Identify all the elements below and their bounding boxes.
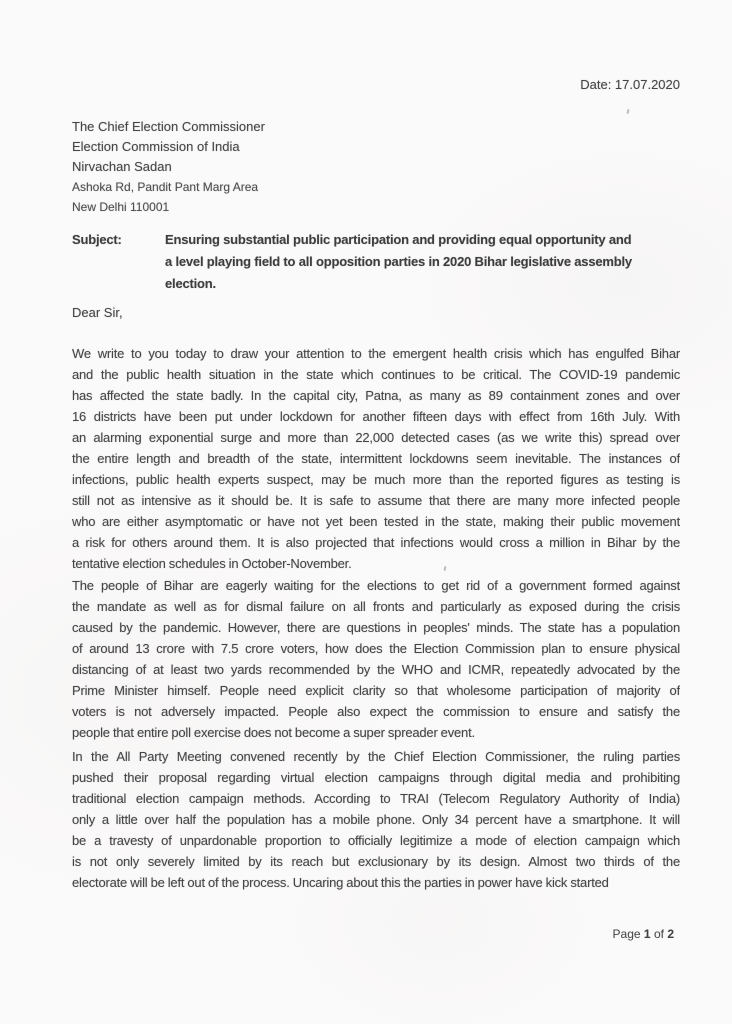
text-line: Ashoka Rd, Pandit Pant Marg Area — [72, 180, 259, 194]
text-line: infections, public health experts suspect, may be much more than the reported figures as testing is — [72, 472, 680, 487]
text-line: a level playing field to all opposition parties in 2020 Bihar legislative assembly — [165, 254, 632, 269]
text-line: distancing of at least two yards recommended by the WHO and ICMR, repeatedly advocated by the — [72, 662, 680, 677]
text-line: the entire length and breadth of the state, intermittent lockdowns seem inevitable. The instances of — [72, 451, 680, 466]
body-paragraph-1 — [72, 343, 680, 574]
subject-text — [165, 229, 680, 295]
recipient-address-block — [72, 117, 265, 217]
text-line: and the public health situation in the state which continues to be critical. The COVID-19 pandemic — [72, 367, 680, 382]
text-line: the mandate as well as for dismal failure on all fronts and particularly as exposed during the crisis — [72, 599, 680, 614]
footer-total-pages: 2 — [667, 927, 674, 941]
text-line: voters is not adversely impacted. People also expect the commission to ensure and satisfy the — [72, 704, 680, 719]
text-line: a risk for others around them. It is also projected that infections would cross a million in Bihar by the — [72, 535, 680, 550]
salutation: Dear Sir, — [72, 305, 123, 320]
text-line: traditional election campaign methods. According to TRAI (Telecom Regulatory Authority of India) — [72, 791, 680, 806]
page-number-footer — [613, 926, 674, 942]
body-paragraph-2 — [72, 575, 680, 743]
text-line: tentative election schedules in October-November. — [72, 556, 352, 571]
text-line: election. — [165, 276, 216, 291]
footer-page-label: Page — [612, 927, 641, 941]
text-line: The people of Bihar are eagerly waiting for the elections to get rid of a government formed against — [72, 578, 680, 593]
text-line: still not as intensive as it should be. It is safe to assume that there are many more infected people — [72, 493, 680, 508]
text-line: an alarming exponential surge and more than 22,000 detected cases (as we write this) spread over — [72, 430, 680, 445]
letter-date: Date: 17.07.2020 — [580, 77, 680, 92]
text-line: In the All Party Meeting convened recently by the Chief Election Commissioner, the ruling parties — [72, 749, 680, 764]
text-line: only a little over half the population has a mobile phone. Only 34 percent have a smartphone. It will — [72, 812, 680, 827]
text-line: pushed their proposal regarding virtual election campaigns through digital media and prohibiting — [72, 770, 680, 785]
footer-of-label: of — [653, 927, 664, 941]
text-line: 16 districts have been put under lockdown for another fifteen days with effect from 16th July. With — [72, 409, 680, 424]
text-line: We write to you today to draw your attention to the emergent health crisis which has engulfed Bihar — [72, 346, 680, 361]
text-line: be a travesty of unpardonable proportion to officially legitimize a mode of election campaign which — [72, 833, 680, 848]
text-line: Ensuring substantial public participation and providing equal opportunity and — [165, 232, 632, 247]
text-line: of around 13 crore with 7.5 crore voters, how does the Election Commission plan to ensure physical — [72, 641, 680, 656]
text-line: has affected the state badly. In the capital city, Patna, as many as 89 containment zones and over — [72, 388, 680, 403]
text-line: Nirvachan Sadan — [72, 159, 172, 174]
footer-page-number: 1 — [643, 927, 651, 941]
text-line: electorate will be left out of the process. Uncaring about this the parties in power have kick started — [72, 875, 609, 890]
subject-row — [72, 229, 680, 295]
text-line: is not only severely limited by its reach but exclusionary by its design. Almost two thirds of the — [72, 854, 680, 869]
text-line: who are either asymptomatic or have not yet been tested in the state, making their public movement — [72, 514, 680, 529]
body-paragraph-3 — [72, 746, 680, 893]
subject-label: Subject: — [72, 232, 122, 247]
text-line: people that entire poll exercise does not become a super spreader event. — [72, 725, 475, 740]
text-line: The Chief Election Commissioner — [72, 119, 265, 134]
text-line: caused by the pandemic. However, there are questions in peoples' minds. The state has a population — [72, 620, 680, 635]
text-line: Election Commission of India — [72, 139, 240, 154]
text-line: New Delhi 110001 — [72, 200, 170, 214]
text-line: Prime Minister himself. People need explicit clarity so that wholesome participation of majority of — [72, 683, 680, 698]
scan-artifact-speck — [626, 109, 629, 114]
